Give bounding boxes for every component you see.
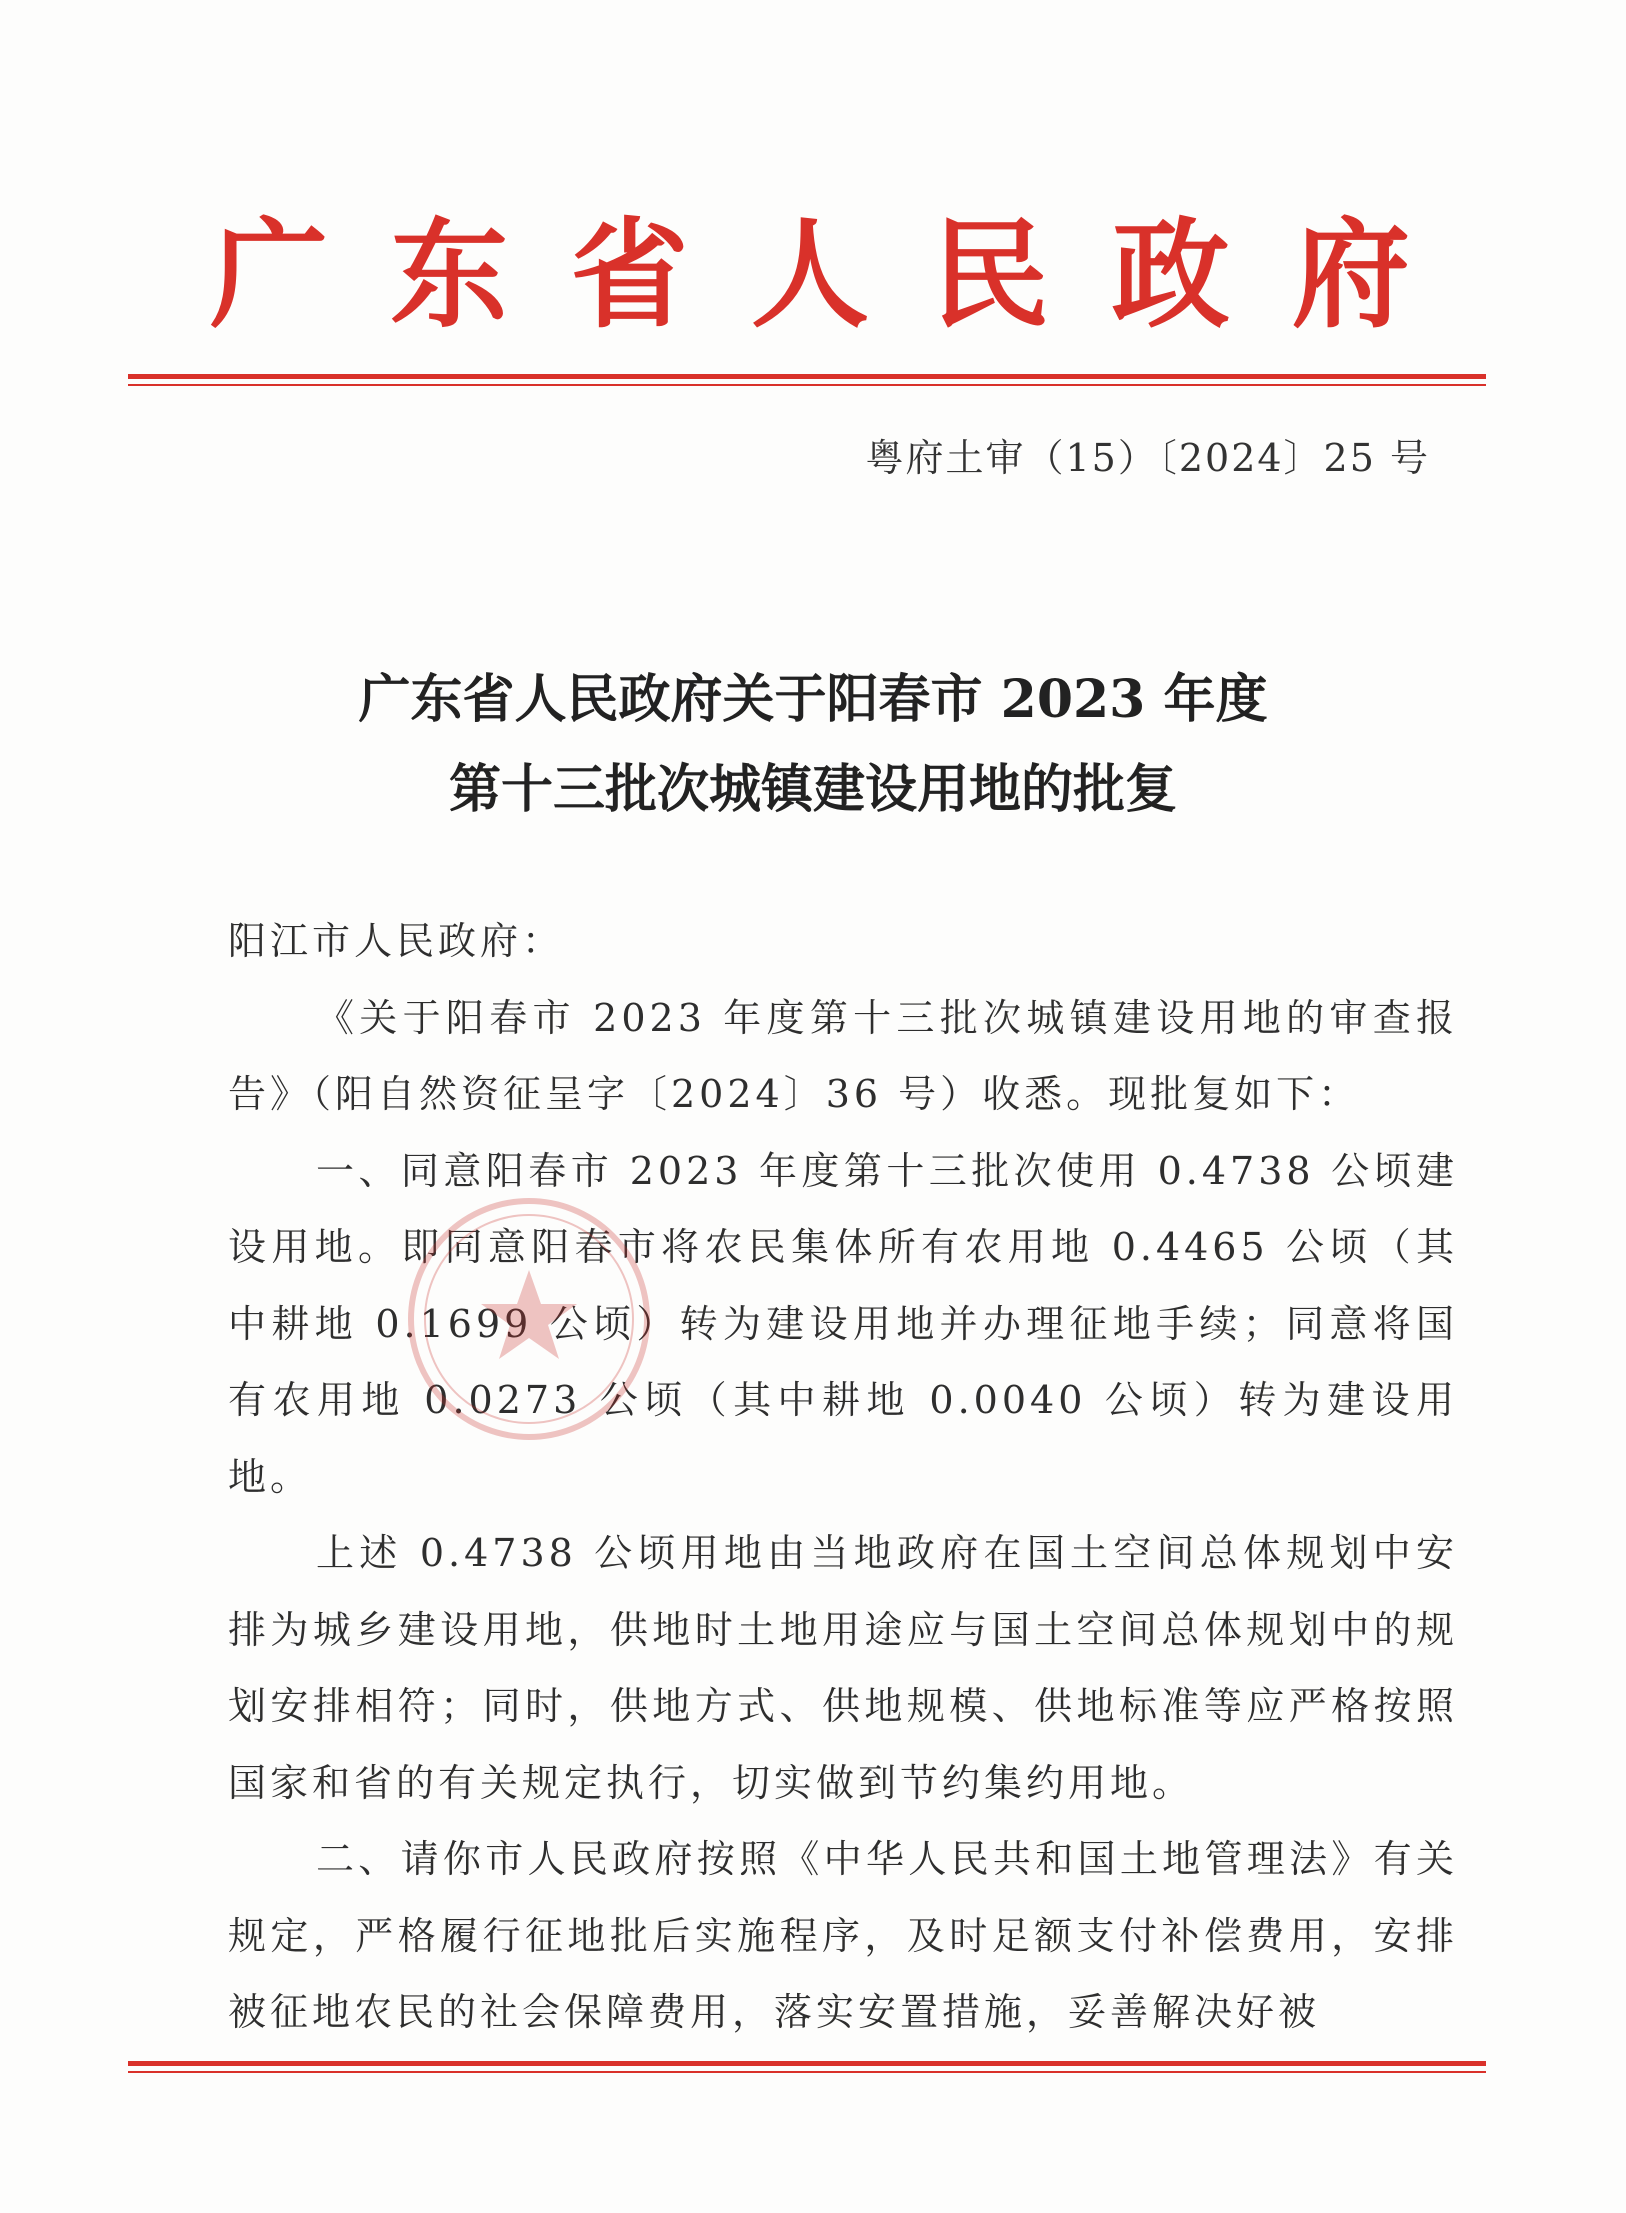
title-line-1: 广东省人民政府关于阳春市 2023 年度 [358,669,1268,730]
body-paragraph: 《关于阳春市 2023 年度第十三批次城镇建设用地的审查报告》（阳自然资征呈字〔2024〕36 号）收悉。现批复如下： [228,995,1458,1116]
masthead-char: 府 [1291,205,1410,344]
salutation: 阳江市人民政府： [228,919,565,963]
body-paragraph: 二、请你市人民政府按照《中华人民共和国土地管理法》有关规定，严格履行征地批后实施程序，及时足额支付补偿费用，安排被征地农民的社会保障费用，落实安置措施，妥善解决好被 [228,1837,1458,2034]
document-number: 粤府土审（15）〔2024〕25 号 [865,436,1430,480]
issuer-masthead [210,205,1410,344]
title-line-2: 第十三批次城镇建设用地的批复 [448,759,1177,820]
body-paragraph: 上述 0.4738 公顷用地由当地政府在国土空间总体规划中安排为城乡建设用地，供地时土地用途应与国土空间总体规划中的规划安排相符；同时，供地方式、供地规模、供地标准等应严格按照国家和省的有关规定执行，切实做到节约集约用地。 [228,1531,1458,1805]
masthead-char: 省 [570,205,689,344]
masthead-char: 广 [210,205,329,344]
masthead-char: 民 [931,205,1050,344]
document-title [128,655,1498,835]
body-paragraph: 一、同意阳春市 2023 年度第十三批次使用 0.4738 公顷建设用地。即同意阳春市将农民集体所有农用地 0.4465 公顷（其中耕地 0.1699 公顷）转为建设用地并办理征地手续；同意将国有农用地 0.0273 公顷（其中耕地 0.0040 公顷）转为建设用地。 [228,1148,1458,1499]
document-body [228,903,1458,2051]
faint-seal-stamp [398,1188,660,1450]
header-divider-thick [128,374,1486,379]
masthead-char: 人 [750,205,869,344]
footer-divider-thick [128,2061,1486,2066]
masthead-char: 东 [390,205,509,344]
header-divider-thin [128,384,1486,386]
footer-divider-thin [128,2071,1486,2073]
masthead-char: 政 [1111,205,1230,344]
